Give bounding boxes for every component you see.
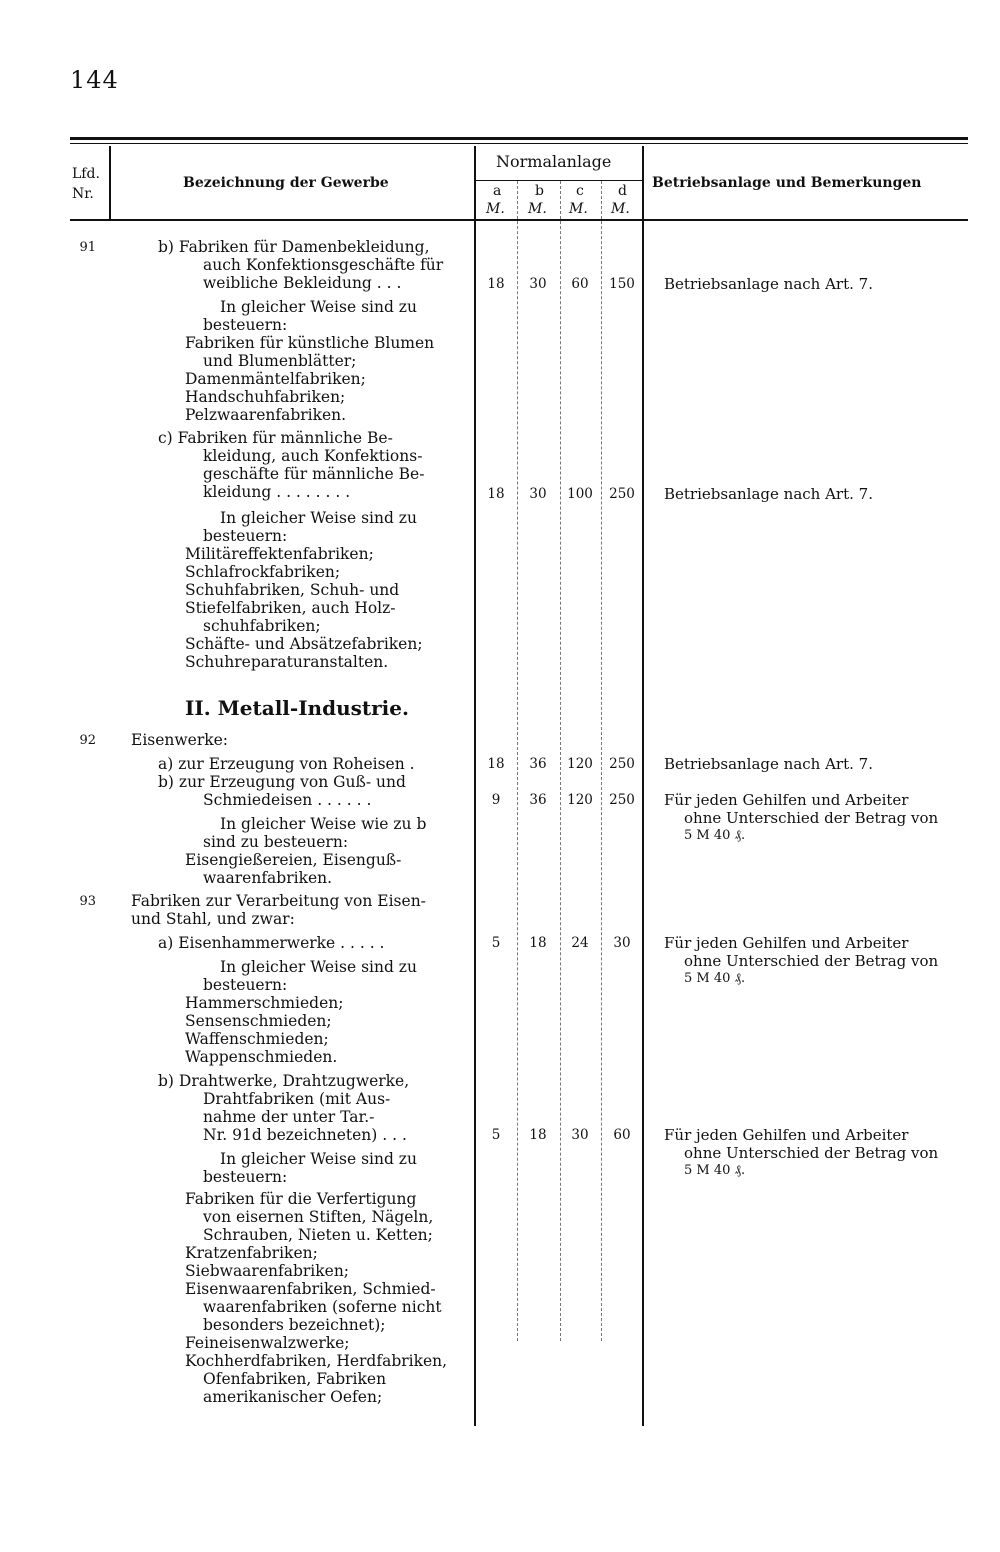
row-92b-value-a: 9 [491,792,501,808]
row-91b-sub-line-2: besteuern: [203,316,288,334]
row-93b-remark-line-1: Für jeden Gehilfen und Arbeiter [664,1126,909,1144]
row-93a-sub-line-4: Sensenschmieden; [185,1012,332,1030]
row-93a-line: a) Eisenhammerwerke . . . . . [158,934,385,952]
row-93a-value-b: 18 [529,935,547,951]
row-93b-sub-line-11: Feineisenwalzwerke; [185,1334,350,1352]
header-unit-c: M. [569,201,588,217]
row-92b-value-c: 120 [567,792,593,808]
row-91b-line-2: auch Konfektionsgeschäfte für [203,256,444,274]
row-92b-remark-line-2: ohne Unterschied der Betrag von [684,809,939,827]
row-93b-sub-line-14: amerikanischer Oefen; [203,1388,383,1406]
table-header-rule [70,219,968,221]
row-91c-sub-line-7: schuhfabriken; [203,617,321,635]
row-number-91: 91 [79,240,96,255]
header-col-a: a [493,183,502,199]
row-91b-sub-line-5: Damenmäntelfabriken; [185,370,366,388]
row-93b-sub-line-13: Ofenfabriken, Fabriken [203,1370,387,1388]
row-92a-line: a) zur Erzeugung von Roheisen . [158,755,415,773]
column-divider-desc [474,146,476,1426]
page-number: 144 [70,66,119,94]
row-93a-value-c: 24 [571,935,589,951]
row-92-head: Eisenwerke: [131,731,229,749]
row-92b-remark-line-1: Für jeden Gehilfen und Arbeiter [664,791,909,809]
row-93b-sub-line-3: Fabriken für die Verfertigung [185,1190,417,1208]
row-93b-sub-line-7: Siebwaarenfabriken; [185,1262,350,1280]
row-92a-value-c: 120 [567,756,593,772]
row-91b-value-b: 30 [529,276,547,292]
row-93a-value-a: 5 [491,935,501,951]
normalanlage-subrule [476,180,642,181]
row-93a-remark-line-2: ohne Unterschied der Betrag von [684,952,939,970]
header-bezeichnung: Bezeichnung der Gewerbe [183,175,389,191]
row-93a-sub-line-6: Wappenschmieden. [185,1048,338,1066]
row-93b-line-4: Nr. 91d bezeichneten) . . . [203,1126,407,1144]
row-92a-value-a: 18 [487,756,505,772]
column-divider-remarks [642,146,644,1426]
row-93b-sub-line-4: von eisernen Stiften, Nägeln, [203,1208,434,1226]
row-91c-remark: Betriebsanlage nach Art. 7. [664,485,873,503]
row-93b-sub-line-9: waarenfabriken (soferne nicht [203,1298,442,1316]
row-91b-sub-line-1: In gleicher Weise sind zu [220,298,417,316]
row-92b-sub-line-1: In gleicher Weise wie zu b [220,815,427,833]
row-93b-sub-line-12: Kochherdfabriken, Herdfabriken, [185,1352,448,1370]
row-91c-value-b: 30 [529,486,547,502]
header-col-d: d [618,183,627,199]
row-91b-line-1: b) Fabriken für Damenbekleidung, [158,238,430,256]
row-93a-sub-line-3: Hammerschmieden; [185,994,344,1012]
section-title: II. Metall-Industrie. [185,696,409,720]
row-91c-value-c: 100 [567,486,593,502]
row-91c-sub-line-1: In gleicher Weise sind zu [220,509,417,527]
row-91b-line-3: weibliche Bekleidung . . . [203,274,402,292]
row-91c-line-4: kleidung . . . . . . . . [203,483,351,501]
header-nr: Nr. [72,186,94,202]
row-93b-line-1: b) Drahtwerke, Drahtzugwerke, [158,1072,410,1090]
row-93b-sub-line-8: Eisenwaarenfabriken, Schmied- [185,1280,436,1298]
row-91b-remark: Betriebsanlage nach Art. 7. [664,275,873,293]
header-unit-a: M. [486,201,505,217]
row-92b-line-1: b) zur Erzeugung von Guß- und [158,773,406,791]
row-91b-sub-line-7: Pelzwaarenfabriken. [185,406,347,424]
row-93b-line-3: nahme der unter Tar.- [203,1108,375,1126]
row-91b-sub-line-3: Fabriken für künstliche Blumen [185,334,435,352]
header-normalanlage: Normalanlage [496,152,612,171]
row-93b-value-d: 60 [613,1127,631,1143]
row-91c-sub-line-5: Schuhfabriken, Schuh- und [185,581,400,599]
header-col-c: c [576,183,584,199]
row-91c-value-d: 250 [609,486,635,502]
row-92b-sub-line-2: sind zu besteuern: [203,833,349,851]
row-91c-sub-line-9: Schuhreparaturanstalten. [185,653,389,671]
row-92b-sub-line-4: waarenfabriken. [203,869,333,887]
row-92a-remark: Betriebsanlage nach Art. 7. [664,755,873,773]
header-lfd: Lfd. [72,166,100,182]
row-93b-line-2: Drahtfabriken (mit Aus- [203,1090,391,1108]
row-93-head-line-1: Fabriken zur Verarbeitung von Eisen- [131,892,426,910]
row-91c-value-a: 18 [487,486,505,502]
row-91c-sub-line-6: Stiefelfabriken, auch Holz- [185,599,396,617]
row-93b-sub-line-5: Schrauben, Nieten u. Ketten; [203,1226,433,1244]
row-92b-line-2: Schmiedeisen . . . . . . [203,791,372,809]
row-91c-sub-line-3: Militäreffektenfabriken; [185,545,374,563]
row-93b-sub-line-2: besteuern: [203,1168,288,1186]
row-92a-value-d: 250 [609,756,635,772]
header-betriebsanlage: Betriebsanlage und Bemerkungen [652,175,922,191]
row-92a-value-b: 36 [529,756,547,772]
row-91b-sub-line-6: Handschuhfabriken; [185,388,346,406]
row-92b-sub-line-3: Eisengießereien, Eisenguß- [185,851,402,869]
row-93a-sub-line-5: Waffenschmieden; [185,1030,329,1048]
header-unit-b: M. [528,201,547,217]
row-91b-sub-line-4: und Blumenblätter; [203,352,357,370]
row-91b-value-a: 18 [487,276,505,292]
row-92b-value-b: 36 [529,792,547,808]
row-93b-sub-line-6: Kratzenfabriken; [185,1244,318,1262]
row-91c-line-2: kleidung, auch Konfektions- [203,447,423,465]
row-91c-sub-line-8: Schäfte- und Absätzefabriken; [185,635,423,653]
row-91b-value-c: 60 [571,276,589,292]
row-93b-sub-line-10: besonders bezeichnet); [203,1316,386,1334]
row-93b-remark-line-3: 5 M 40 ₰. [684,1163,746,1178]
row-number-92: 92 [79,733,96,748]
header-col-b: b [535,183,544,199]
row-92b-remark-line-3: 5 M 40 ₰. [684,828,746,843]
header-unit-d: M. [611,201,630,217]
row-91b-value-d: 150 [609,276,635,292]
row-91c-sub-line-2: besteuern: [203,527,288,545]
row-93b-value-b: 18 [529,1127,547,1143]
row-93a-sub-line-2: besteuern: [203,976,288,994]
row-93b-value-a: 5 [491,1127,501,1143]
row-91c-line-1: c) Fabriken für männliche Be- [158,429,393,447]
row-93b-value-c: 30 [571,1127,589,1143]
column-divider-nr [109,146,111,220]
row-92b-value-d: 250 [609,792,635,808]
row-91c-sub-line-4: Schlafrockfabriken; [185,563,341,581]
row-93b-remark-line-2: ohne Unterschied der Betrag von [684,1144,939,1162]
row-93a-value-d: 30 [613,935,631,951]
row-93a-remark-line-3: 5 M 40 ₰. [684,971,746,986]
row-93-head-line-2: und Stahl, und zwar: [131,910,295,928]
table-top-rule-thin [70,143,968,144]
row-number-93: 93 [79,894,96,909]
row-93b-sub-line-1: In gleicher Weise sind zu [220,1150,417,1168]
row-93a-remark-line-1: Für jeden Gehilfen und Arbeiter [664,934,909,952]
row-93a-sub-line-1: In gleicher Weise sind zu [220,958,417,976]
table-top-rule [70,137,968,140]
row-91c-line-3: geschäfte für männliche Be- [203,465,425,483]
